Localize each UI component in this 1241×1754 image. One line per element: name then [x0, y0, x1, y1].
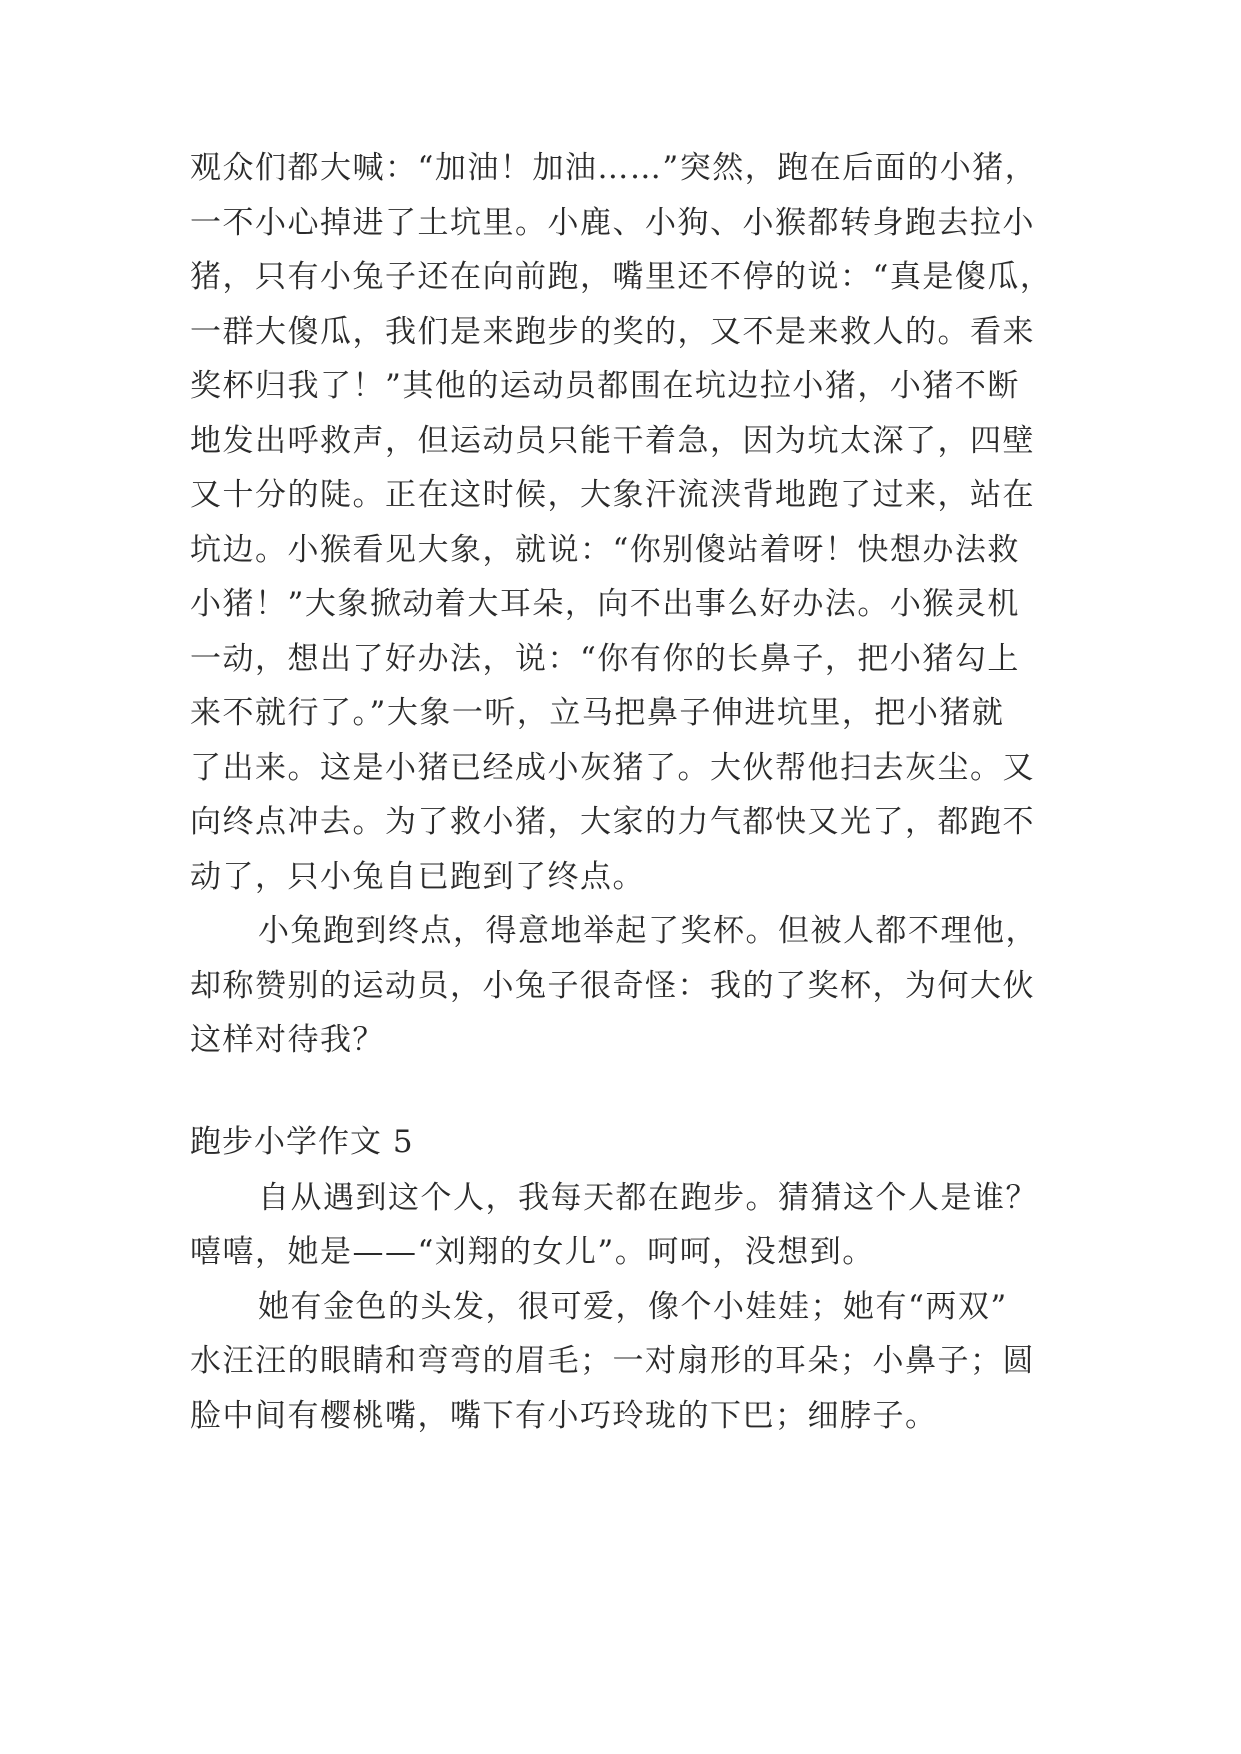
text-line: 坑边。小猴看见大象，就说：“你别傻站着呀！快想办法救 [190, 532, 1020, 568]
section-title: 跑步小学作文 5 [190, 1124, 414, 1160]
text-line: 这样对待我？ [190, 1022, 385, 1058]
text-line: 奖杯归我了！”其他的运动员都围在坑边拉小猪，小猪不断 [190, 368, 1020, 404]
text-line: 却称赞别的运动员，小兔子很奇怪：我的了奖杯，为何大伙 [190, 968, 1035, 1004]
text-line: 小猪！”大象掀动着大耳朵，向不出事么好办法。小猴灵机 [190, 586, 1020, 622]
text-line: 嘻嘻，她是——“刘翔的女儿”。呵呵，没想到。 [190, 1234, 875, 1270]
text-line: 一动，想出了好办法，说：“你有你的长鼻子，把小猪勾上 [190, 641, 1020, 677]
text-line: 一不小心掉进了土坑里。小鹿、小狗、小猴都转身跑去拉小 [190, 205, 1035, 241]
text-line: 一群大傻瓜，我们是来跑步的奖的，又不是来救人的。看来 [190, 314, 1035, 350]
text-line: 观众们都大喊：“加油！加油……”突然，跑在后面的小猪， [190, 150, 1038, 186]
text-line: 猪，只有小兔子还在向前跑，嘴里还不停的说：“真是傻瓜， [190, 259, 1053, 295]
text-line: 脸中间有樱桃嘴，嘴下有小巧玲珑的下巴；细脖子。 [190, 1398, 938, 1434]
text-line: 小兔跑到终点，得意地举起了奖杯。但被人都不理他， [258, 913, 1038, 949]
text-line: 水汪汪的眼睛和弯弯的眉毛；一对扇形的耳朵；小鼻子；圆 [190, 1343, 1035, 1379]
text-line: 动了，只小兔自已跑到了终点。 [190, 859, 645, 895]
text-line: 了出来。这是小猪已经成小灰猪了。大伙帮他扫去灰尘。又 [190, 750, 1035, 786]
text-line: 她有金色的头发，很可爱，像个小娃娃；她有“两双” [258, 1289, 1008, 1325]
text-line: 又十分的陡。正在这时候，大象汗流浃背地跑了过来，站在 [190, 477, 1035, 513]
text-line: 来不就行了。”大象一听，立马把鼻子伸进坑里，把小猪就 [190, 695, 1005, 731]
text-line: 向终点冲去。为了救小猪，大家的力气都快又光了，都跑不 [190, 804, 1035, 840]
text-line: 地发出呼救声，但运动员只能干着急，因为坑太深了，四壁 [190, 423, 1035, 459]
text-line: 自从遇到这个人，我每天都在跑步。猜猜这个人是谁？ [258, 1180, 1038, 1216]
